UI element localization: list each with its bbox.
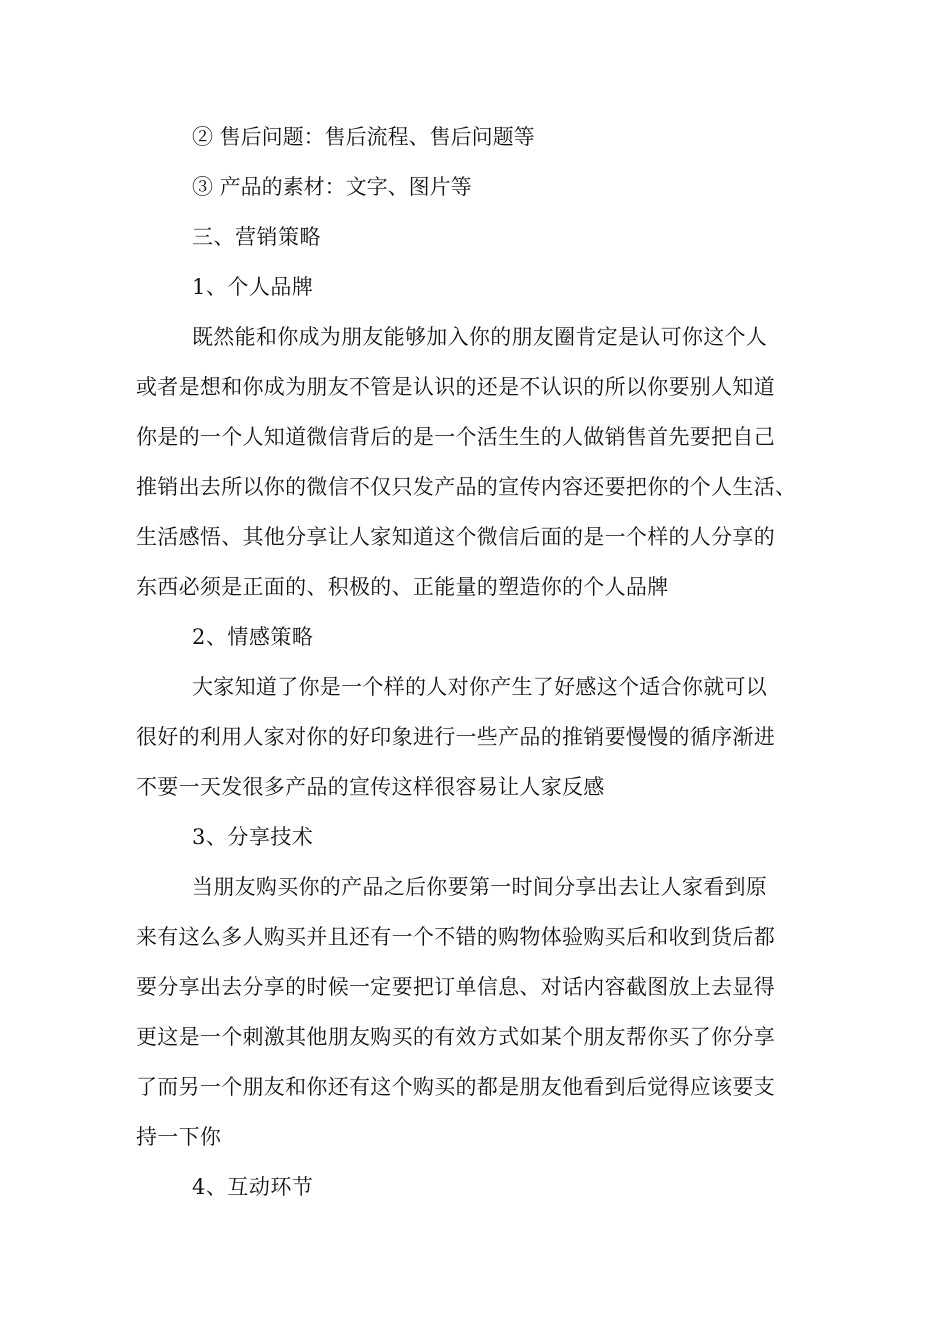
paragraph-line: 不要一天发很多产品的宣传这样很容易让人家反感 bbox=[136, 775, 605, 799]
paragraph-line: 推销出去所以你的微信不仅只发产品的宣传内容还要把你的个人生活、 bbox=[136, 475, 797, 499]
paragraph-line: 既然能和你成为朋友能够加入你的朋友圈肯定是认可你这个人 bbox=[192, 325, 768, 349]
paragraph-line: 你是的一个人知道微信背后的是一个活生生的人做销售首先要把自己 bbox=[136, 425, 775, 449]
paragraph-line: 来有这么多人购买并且还有一个不错的购物体验购买后和收到货后都 bbox=[136, 925, 775, 949]
paragraph-line: 持一下你 bbox=[136, 1125, 222, 1149]
subsection-title-emotional-strategy: 2、情感策略 bbox=[192, 625, 314, 649]
paragraph-line: 生活感悟、其他分享让人家知道这个微信后面的是一个样的人分享的 bbox=[136, 525, 775, 549]
paragraph-line: 当朋友购买你的产品之后你要第一时间分享出去让人家看到原 bbox=[192, 875, 768, 899]
list-item-product-materials: ③ 产品的素材：文字、图片等 bbox=[192, 175, 472, 199]
paragraph-line: 更这是一个刺激其他朋友购买的有效方式如某个朋友帮你买了你分享 bbox=[136, 1025, 775, 1049]
subsection-title-sharing-technique: 3、分享技术 bbox=[192, 825, 314, 849]
paragraph-line: 大家知道了你是一个样的人对你产生了好感这个适合你就可以 bbox=[192, 675, 768, 699]
paragraph-line: 东西必须是正面的、积极的、正能量的塑造你的个人品牌 bbox=[136, 575, 669, 599]
paragraph-line: 要分享出去分享的时候一定要把订单信息、对话内容截图放上去显得 bbox=[136, 975, 775, 999]
subsection-title-personal-brand: 1、个人品牌 bbox=[192, 275, 314, 299]
list-item-after-sales: ② 售后问题：售后流程、售后问题等 bbox=[192, 125, 535, 149]
section-title-marketing-strategy: 三、营销策略 bbox=[192, 225, 321, 249]
paragraph-line: 了而另一个朋友和你还有这个购买的都是朋友他看到后觉得应该要支 bbox=[136, 1075, 775, 1099]
paragraph-line: 或者是想和你成为朋友不管是认识的还是不认识的所以你要别人知道 bbox=[136, 375, 775, 399]
subsection-title-interaction: 4、互动环节 bbox=[192, 1175, 314, 1199]
paragraph-line: 很好的利用人家对你的好印象进行一些产品的推销要慢慢的循序渐进 bbox=[136, 725, 775, 749]
document-body bbox=[136, 112, 816, 1212]
